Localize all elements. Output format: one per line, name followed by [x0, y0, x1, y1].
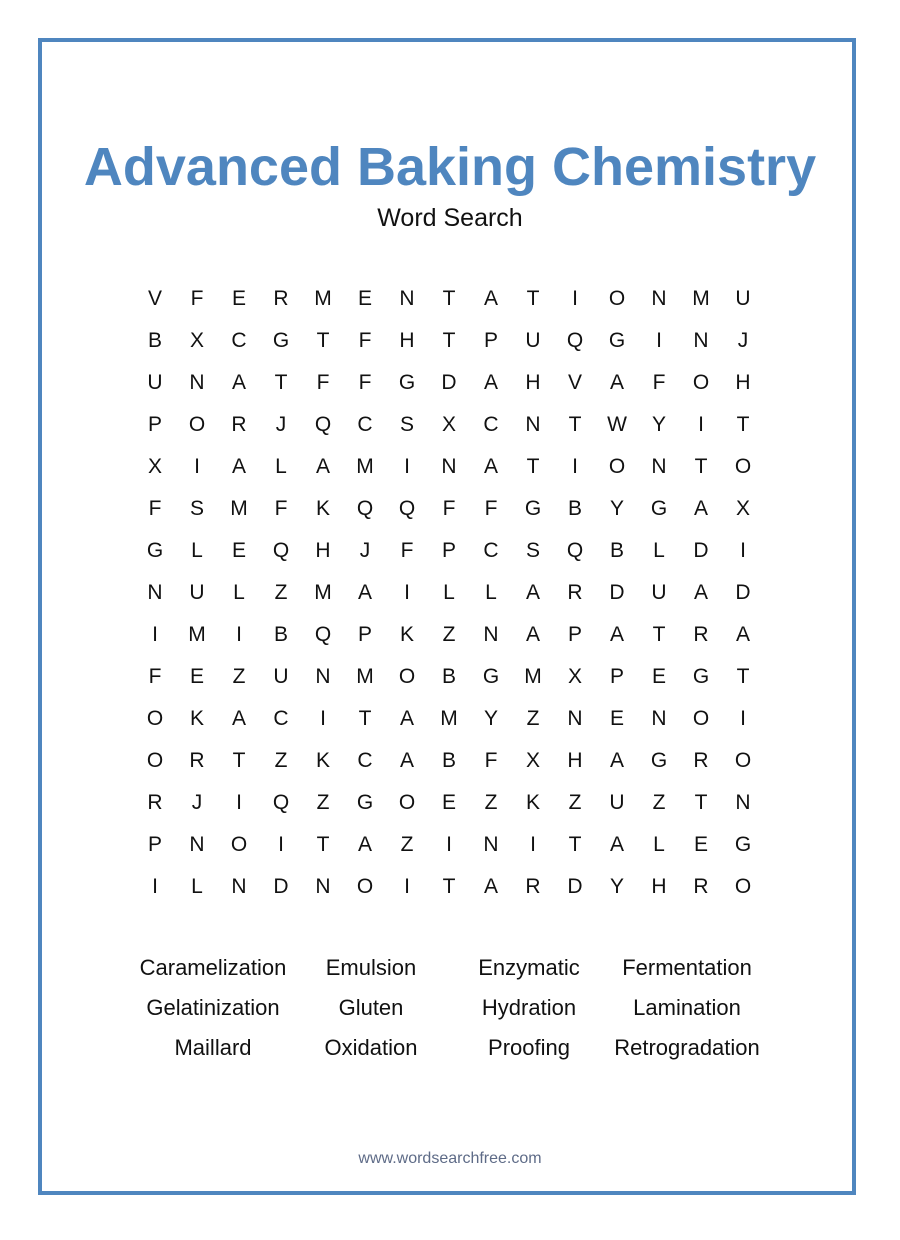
grid-cell[interactable]: G — [734, 833, 752, 856]
grid-cell[interactable]: E — [231, 539, 246, 562]
grid-cell[interactable]: T — [694, 455, 708, 478]
grid-cell[interactable]: N — [441, 455, 457, 478]
grid-cell[interactable]: X — [189, 329, 204, 352]
grid-cell[interactable]: N — [315, 875, 331, 898]
grid-cell[interactable]: A — [315, 455, 330, 478]
grid-cell[interactable]: Z — [442, 623, 456, 646]
grid-cell[interactable]: T — [232, 749, 246, 772]
grid-cell[interactable]: H — [525, 371, 541, 394]
grid-cell[interactable]: U — [147, 371, 163, 394]
grid-row — [134, 866, 764, 908]
grid-row — [134, 530, 764, 572]
grid-cell[interactable]: O — [146, 707, 164, 730]
grid-cell[interactable]: V — [147, 287, 162, 310]
grid-cell[interactable]: I — [572, 287, 578, 310]
grid-cell[interactable]: F — [190, 287, 204, 310]
grid-cell[interactable]: N — [483, 833, 499, 856]
grid-cell[interactable]: A — [609, 623, 624, 646]
grid-cell[interactable]: L — [191, 539, 203, 562]
word-list-item: Emulsion — [325, 955, 417, 980]
grid-row — [134, 572, 764, 614]
grid-cell[interactable]: M — [188, 623, 206, 646]
grid-cell[interactable]: T — [442, 287, 456, 310]
grid-cell[interactable]: O — [692, 707, 710, 730]
grid-cell[interactable]: I — [278, 833, 284, 856]
grid-cell[interactable]: O — [734, 749, 752, 772]
grid-cell[interactable]: I — [236, 623, 242, 646]
grid-cell[interactable]: M — [314, 287, 332, 310]
grid-cell[interactable]: A — [231, 455, 246, 478]
grid-cell[interactable]: M — [692, 287, 710, 310]
grid-cell[interactable]: T — [442, 329, 456, 352]
grid-cell[interactable]: J — [275, 413, 287, 436]
grid-cell[interactable]: A — [399, 707, 414, 730]
grid-cell[interactable]: S — [189, 497, 204, 520]
grid-cell[interactable]: O — [692, 371, 710, 394]
grid-cell[interactable]: E — [693, 833, 708, 856]
grid-cell[interactable]: C — [483, 539, 499, 562]
grid-cell[interactable]: A — [483, 371, 498, 394]
grid-cell[interactable]: L — [443, 581, 455, 604]
grid-cell[interactable]: C — [357, 749, 373, 772]
grid-cell[interactable]: N — [315, 665, 331, 688]
page-subtitle: Word Search — [377, 204, 523, 232]
grid-cell[interactable]: O — [398, 665, 416, 688]
grid-cell[interactable]: U — [735, 287, 751, 310]
word-list-item: Caramelization — [139, 955, 287, 980]
grid-cell[interactable]: E — [441, 791, 456, 814]
grid-cell[interactable]: Z — [484, 791, 498, 814]
grid-cell[interactable]: V — [567, 371, 582, 394]
grid-cell[interactable]: R — [693, 749, 709, 772]
letter-grid — [134, 278, 764, 908]
grid-row — [134, 362, 764, 404]
grid-cell[interactable]: G — [398, 371, 416, 394]
grid-cell[interactable]: O — [398, 791, 416, 814]
grid-cell[interactable]: B — [147, 329, 162, 352]
grid-cell[interactable]: L — [653, 833, 665, 856]
grid-cell[interactable]: U — [609, 791, 625, 814]
grid-cell[interactable]: N — [567, 707, 583, 730]
grid-cell[interactable]: L — [485, 581, 497, 604]
grid-cell[interactable]: O — [734, 875, 752, 898]
grid-cell[interactable]: J — [737, 329, 749, 352]
grid-cell[interactable]: X — [735, 497, 750, 520]
grid-cell[interactable]: O — [608, 455, 626, 478]
grid-cell[interactable]: J — [359, 539, 371, 562]
grid-cell[interactable]: N — [693, 329, 709, 352]
grid-cell[interactable]: N — [147, 581, 163, 604]
grid-cell[interactable]: A — [483, 287, 498, 310]
grid-cell[interactable]: K — [525, 791, 540, 814]
grid-row — [134, 488, 764, 530]
word-list-item: Hydration — [481, 995, 577, 1020]
grid-cell[interactable]: K — [315, 749, 330, 772]
grid-row — [134, 824, 764, 866]
grid-row — [134, 278, 764, 320]
grid-cell[interactable]: F — [274, 497, 288, 520]
grid-cell[interactable]: Z — [652, 791, 666, 814]
grid-cell[interactable]: U — [525, 329, 541, 352]
grid-cell[interactable]: N — [189, 833, 205, 856]
grid-cell[interactable]: L — [233, 581, 245, 604]
grid-cell[interactable]: R — [231, 413, 247, 436]
word-list-item: Oxidation — [324, 1035, 418, 1060]
grid-cell[interactable]: G — [146, 539, 164, 562]
grid-row — [134, 656, 764, 698]
grid-cell[interactable]: E — [609, 707, 624, 730]
grid-cell[interactable]: A — [609, 749, 624, 772]
grid-cell[interactable]: T — [694, 791, 708, 814]
grid-cell[interactable]: I — [530, 833, 536, 856]
grid-cell[interactable]: R — [273, 287, 289, 310]
grid-cell[interactable]: N — [651, 707, 667, 730]
grid-cell[interactable]: A — [357, 581, 372, 604]
grid-cell[interactable]: I — [404, 455, 410, 478]
grid-cell[interactable]: X — [441, 413, 456, 436]
grid-cell[interactable]: J — [191, 791, 203, 814]
grid-cell[interactable]: Q — [566, 539, 584, 562]
grid-cell[interactable]: R — [693, 623, 709, 646]
grid-cell[interactable]: I — [236, 791, 242, 814]
grid-cell[interactable]: Z — [274, 749, 288, 772]
grid-cell[interactable]: T — [442, 875, 456, 898]
grid-cell[interactable]: P — [609, 665, 624, 688]
grid-cell[interactable]: A — [231, 371, 246, 394]
grid-cell[interactable]: F — [652, 371, 666, 394]
grid-cell[interactable]: A — [525, 623, 540, 646]
word-list-item: Enzymatic — [478, 955, 580, 980]
grid-cell[interactable]: E — [651, 665, 666, 688]
grid-cell[interactable]: G — [650, 749, 668, 772]
grid-cell[interactable]: G — [482, 665, 500, 688]
grid-cell[interactable]: Q — [272, 539, 290, 562]
grid-cell[interactable]: F — [484, 749, 498, 772]
grid-cell[interactable]: P — [567, 623, 582, 646]
grid-cell[interactable]: I — [152, 875, 158, 898]
grid-cell[interactable]: T — [316, 329, 330, 352]
grid-cell[interactable]: A — [735, 623, 750, 646]
grid-cell[interactable]: Z — [232, 665, 246, 688]
grid-cell[interactable]: T — [526, 287, 540, 310]
grid-cell[interactable]: P — [483, 329, 498, 352]
grid-cell[interactable]: K — [399, 623, 414, 646]
grid-cell[interactable]: I — [404, 581, 410, 604]
grid-cell[interactable]: H — [735, 371, 751, 394]
grid-row — [134, 446, 764, 488]
grid-cell[interactable]: I — [740, 707, 746, 730]
grid-cell[interactable]: D — [609, 581, 625, 604]
grid-cell[interactable]: N — [651, 455, 667, 478]
grid-cell[interactable]: P — [357, 623, 372, 646]
word-list-item: Lamination — [633, 995, 741, 1020]
grid-cell[interactable]: M — [356, 665, 374, 688]
grid-cell[interactable]: R — [147, 791, 163, 814]
grid-cell[interactable]: O — [608, 287, 626, 310]
grid-cell[interactable]: Z — [526, 707, 540, 730]
grid-cell[interactable]: N — [399, 287, 415, 310]
grid-cell[interactable]: F — [442, 497, 456, 520]
grid-cell[interactable]: D — [735, 581, 751, 604]
grid-cell[interactable]: N — [651, 287, 667, 310]
grid-cell[interactable]: A — [357, 833, 372, 856]
grid-cell[interactable]: A — [609, 833, 624, 856]
grid-cell[interactable]: P — [147, 413, 162, 436]
grid-cell[interactable]: G — [524, 497, 542, 520]
grid-row — [134, 740, 764, 782]
grid-cell[interactable]: A — [399, 749, 414, 772]
grid-cell[interactable]: I — [740, 539, 746, 562]
grid-cell[interactable]: F — [358, 329, 372, 352]
grid-cell[interactable]: U — [273, 665, 289, 688]
footer-url: www.wordsearchfree.com — [358, 1150, 542, 1167]
grid-cell[interactable]: T — [736, 413, 750, 436]
grid-cell[interactable]: O — [734, 455, 752, 478]
grid-cell[interactable]: P — [441, 539, 456, 562]
grid-row — [134, 698, 764, 740]
grid-cell[interactable]: I — [320, 707, 326, 730]
word-list-item: Retrogradation — [614, 1035, 760, 1060]
grid-cell[interactable]: U — [651, 581, 667, 604]
grid-cell[interactable]: I — [446, 833, 452, 856]
grid-cell[interactable]: Q — [272, 791, 290, 814]
grid-cell[interactable]: G — [356, 791, 374, 814]
grid-cell[interactable]: Y — [609, 875, 624, 898]
grid-cell[interactable]: Y — [483, 707, 498, 730]
grid-cell[interactable]: E — [357, 287, 372, 310]
grid-cell[interactable]: T — [652, 623, 666, 646]
grid-cell[interactable]: B — [441, 749, 456, 772]
grid-cell[interactable]: D — [567, 875, 583, 898]
grid-row — [134, 782, 764, 824]
page-title: Advanced Baking Chemistry — [83, 137, 817, 197]
grid-cell[interactable]: Y — [609, 497, 624, 520]
grid-cell[interactable]: E — [189, 665, 204, 688]
grid-cell[interactable]: W — [607, 413, 627, 436]
grid-cell[interactable]: T — [526, 455, 540, 478]
word-list-item: Proofing — [488, 1035, 570, 1060]
grid-cell[interactable]: I — [152, 623, 158, 646]
grid-cell[interactable]: T — [568, 413, 582, 436]
grid-cell[interactable]: L — [275, 455, 287, 478]
grid-cell[interactable]: S — [399, 413, 414, 436]
grid-cell[interactable]: Q — [314, 623, 332, 646]
grid-cell[interactable]: O — [230, 833, 248, 856]
word-list-item: Fermentation — [622, 955, 752, 980]
grid-cell[interactable]: F — [484, 497, 498, 520]
word-list-item: Gluten — [338, 995, 404, 1020]
grid-cell[interactable]: A — [525, 581, 540, 604]
grid-cell[interactable]: I — [194, 455, 200, 478]
grid-cell[interactable]: M — [440, 707, 458, 730]
grid-cell[interactable]: Z — [568, 791, 582, 814]
grid-cell[interactable]: O — [146, 749, 164, 772]
grid-cell[interactable]: M — [524, 665, 542, 688]
grid-cell[interactable]: N — [483, 623, 499, 646]
word-list-item: Maillard — [174, 1035, 252, 1060]
grid-cell[interactable]: K — [315, 497, 330, 520]
grid-cell[interactable]: D — [273, 875, 289, 898]
grid-cell[interactable]: G — [692, 665, 710, 688]
grid-cell[interactable]: R — [525, 875, 541, 898]
grid-cell[interactable]: G — [650, 497, 668, 520]
grid-cell[interactable]: R — [189, 749, 205, 772]
grid-cell[interactable]: I — [404, 875, 410, 898]
grid-cell[interactable]: I — [656, 329, 662, 352]
grid-cell[interactable]: C — [357, 413, 373, 436]
word-list-item: Gelatinization — [146, 995, 280, 1020]
grid-cell[interactable]: F — [316, 371, 330, 394]
grid-cell[interactable]: B — [273, 623, 288, 646]
grid-cell[interactable]: X — [567, 665, 582, 688]
grid-cell[interactable]: R — [693, 875, 709, 898]
grid-cell[interactable]: N — [231, 875, 247, 898]
grid-row — [134, 320, 764, 362]
grid-cell[interactable]: S — [525, 539, 540, 562]
grid-cell[interactable]: O — [356, 875, 374, 898]
grid-row — [134, 614, 764, 656]
grid-cell[interactable]: B — [441, 665, 456, 688]
grid-cell[interactable]: M — [314, 581, 332, 604]
grid-cell[interactable]: F — [400, 539, 414, 562]
grid-cell[interactable]: B — [567, 497, 582, 520]
grid-cell[interactable]: Z — [316, 791, 330, 814]
grid-cell[interactable]: Q — [566, 329, 584, 352]
grid-cell[interactable]: D — [693, 539, 709, 562]
grid-cell[interactable]: A — [693, 581, 708, 604]
grid-cell[interactable]: Z — [400, 833, 414, 856]
grid-cell[interactable]: C — [273, 707, 289, 730]
grid-cell[interactable]: N — [189, 371, 205, 394]
grid-cell[interactable]: H — [567, 749, 583, 772]
grid-cell[interactable]: T — [274, 371, 288, 394]
grid-cell[interactable]: N — [525, 413, 541, 436]
grid-cell[interactable]: A — [693, 497, 708, 520]
grid-cell[interactable]: X — [147, 455, 162, 478]
grid-cell[interactable]: F — [148, 665, 162, 688]
grid-cell[interactable]: R — [567, 581, 583, 604]
grid-cell[interactable]: D — [441, 371, 457, 394]
word-list — [134, 948, 764, 1068]
grid-cell[interactable]: Q — [314, 413, 332, 436]
grid-cell[interactable]: A — [609, 371, 624, 394]
grid-cell[interactable]: Q — [356, 497, 374, 520]
grid-cell[interactable]: P — [147, 833, 162, 856]
grid-cell[interactable]: Z — [274, 581, 288, 604]
grid-cell[interactable]: H — [399, 329, 415, 352]
grid-cell[interactable]: U — [189, 581, 205, 604]
grid-cell[interactable]: A — [483, 875, 498, 898]
grid-cell[interactable]: K — [189, 707, 204, 730]
grid-cell[interactable]: B — [609, 539, 624, 562]
grid-cell[interactable]: T — [358, 707, 372, 730]
grid-cell[interactable]: O — [188, 413, 206, 436]
grid-cell[interactable]: L — [191, 875, 203, 898]
grid-cell[interactable]: A — [231, 707, 246, 730]
grid-cell[interactable]: X — [525, 749, 540, 772]
grid-cell[interactable]: G — [272, 329, 290, 352]
grid-cell[interactable]: Q — [398, 497, 416, 520]
grid-cell[interactable]: L — [653, 539, 665, 562]
grid-cell[interactable]: M — [230, 497, 248, 520]
grid-cell[interactable]: C — [231, 329, 247, 352]
grid-row — [134, 404, 764, 446]
grid-cell[interactable]: M — [356, 455, 374, 478]
grid-cell[interactable]: I — [698, 413, 704, 436]
grid-cell[interactable]: H — [651, 875, 667, 898]
grid-cell[interactable]: C — [483, 413, 499, 436]
grid-cell[interactable]: N — [735, 791, 751, 814]
grid-cell[interactable]: H — [315, 539, 331, 562]
grid-cell[interactable]: E — [231, 287, 246, 310]
grid-cell[interactable]: A — [483, 455, 498, 478]
grid-cell[interactable]: T — [316, 833, 330, 856]
grid-cell[interactable]: T — [736, 665, 750, 688]
grid-cell[interactable]: I — [572, 455, 578, 478]
grid-cell[interactable]: Y — [651, 413, 666, 436]
grid-cell[interactable]: T — [568, 833, 582, 856]
grid-cell[interactable]: G — [608, 329, 626, 352]
grid-cell[interactable]: F — [148, 497, 162, 520]
grid-cell[interactable]: F — [358, 371, 372, 394]
